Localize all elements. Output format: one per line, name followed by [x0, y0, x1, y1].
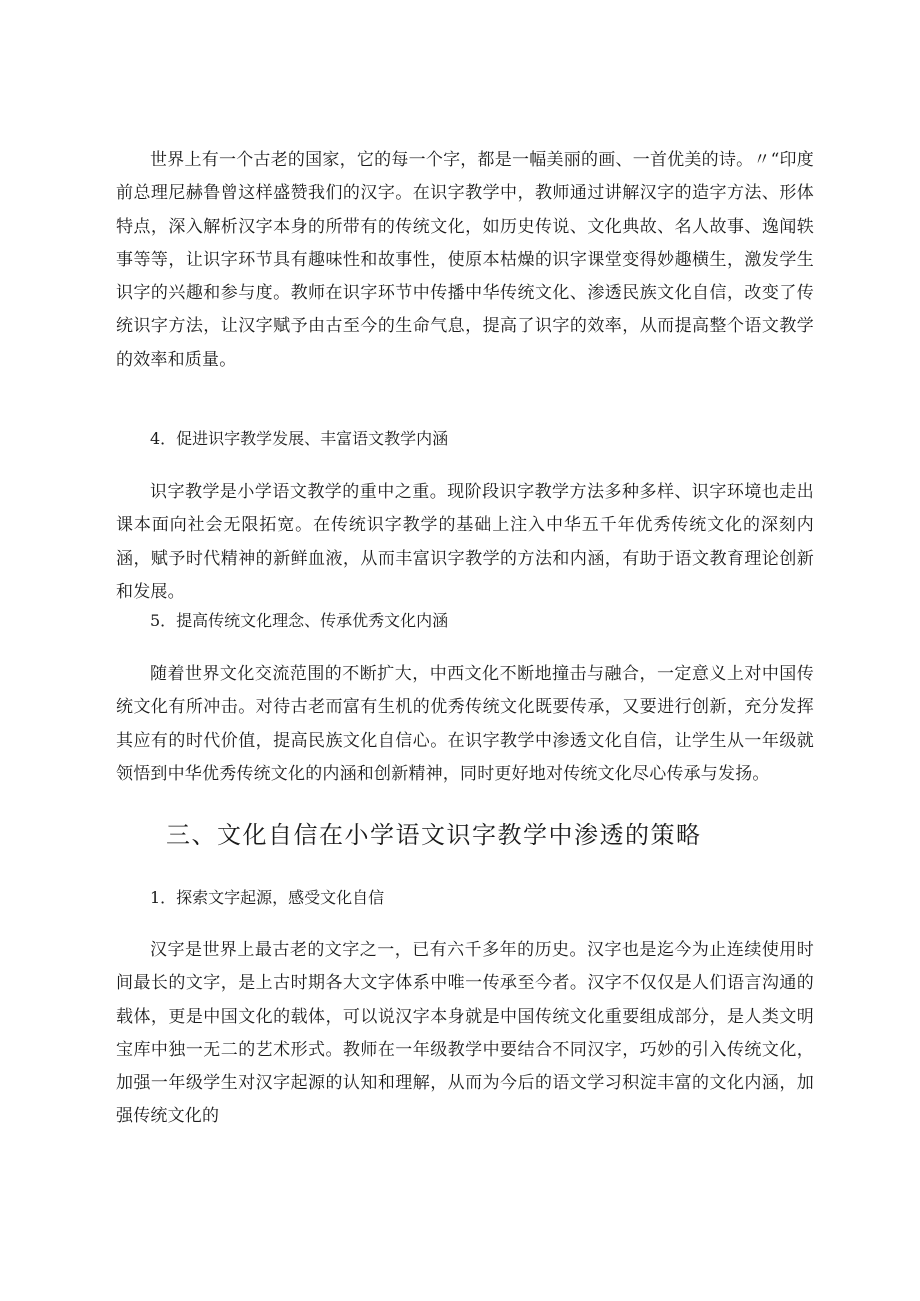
subheading: 4．促进识字教学发展、丰富语文教学内涵 [150, 429, 449, 448]
body-paragraph: 汉字是世界上最古老的文字之一，已有六千多年的历史。汉字也是迄今为止连续使用时间最长的文字，是上古时期各大文字体系中唯一传承至今者。汉字不仅仅是人们语言沟通的载体，更是中国文化的载体，可以说汉字本身就是中国传统文化重要组成部分，是人类文明宝库中独一无二的艺术形式。教师在一年级教学中要结合不同汉字，巧妙的引入传统文化，加强一年级学生对汉字起源的认知和理解，从而为今后的语文学习积淀丰富的文化内涵，加强传统文化的 [116, 940, 814, 1127]
subheading: 1．探索文字起源，感受文化自信 [150, 888, 385, 907]
body-paragraph: 识字教学是小学语文教学的重中之重。现阶段识字教学方法多种多样、识字环境也走出课本面向社会无限拓宽。在传统识字教学的基础上注入中华五千年优秀传统文化的深刻内涵，赋予时代精神的新鲜血液，从而丰富识字教学的方法和内涵，有助于语文教育理论创新和发展。 [116, 482, 814, 602]
subheading: 5．提高传统文化理念、传承优秀文化内涵 [150, 611, 449, 630]
section-title: 三、文化自信在小学语文识字教学中渗透的策略 [166, 821, 702, 849]
body-paragraph: 随着世界文化交流范围的不断扩大，中西文化不断地撞击与融合，一定意义上对中国传统文化有所冲击。对待古老而富有生机的优秀传统文化既要传承，又要进行创新，充分发挥其应有的时代价值，提高民族文化自信心。在识字教学中渗透文化自信，让学生从一年级就领悟到中华优秀传统文化的内涵和创新精神，同时更好地对传统文化尽心传承与发扬。 [116, 664, 814, 784]
body-paragraph: 世界上有一个古老的国家，它的每一个字，都是一幅美丽的画、一首优美的诗。〃“印度前总理尼赫鲁曾这样盛赞我们的汉字。在识字教学中，教师通过讲解汉字的造字方法、形体特点，深入解析汉字本身的所带有的传统文化，如历史传说、文化典故、名人故事、逸闻轶事等等，让识字环节具有趣味性和故事性，使原本枯燥的识字课堂变得妙趣横生，激发学生识字的兴趣和参与度。教师在识字环节中传播中华传统文化、渗透民族文化自信，改变了传统识字方法，让汉字赋予由古至今的生命气息，提高了识字的效率，从而提高整个语文教学的效率和质量。 [116, 150, 814, 370]
